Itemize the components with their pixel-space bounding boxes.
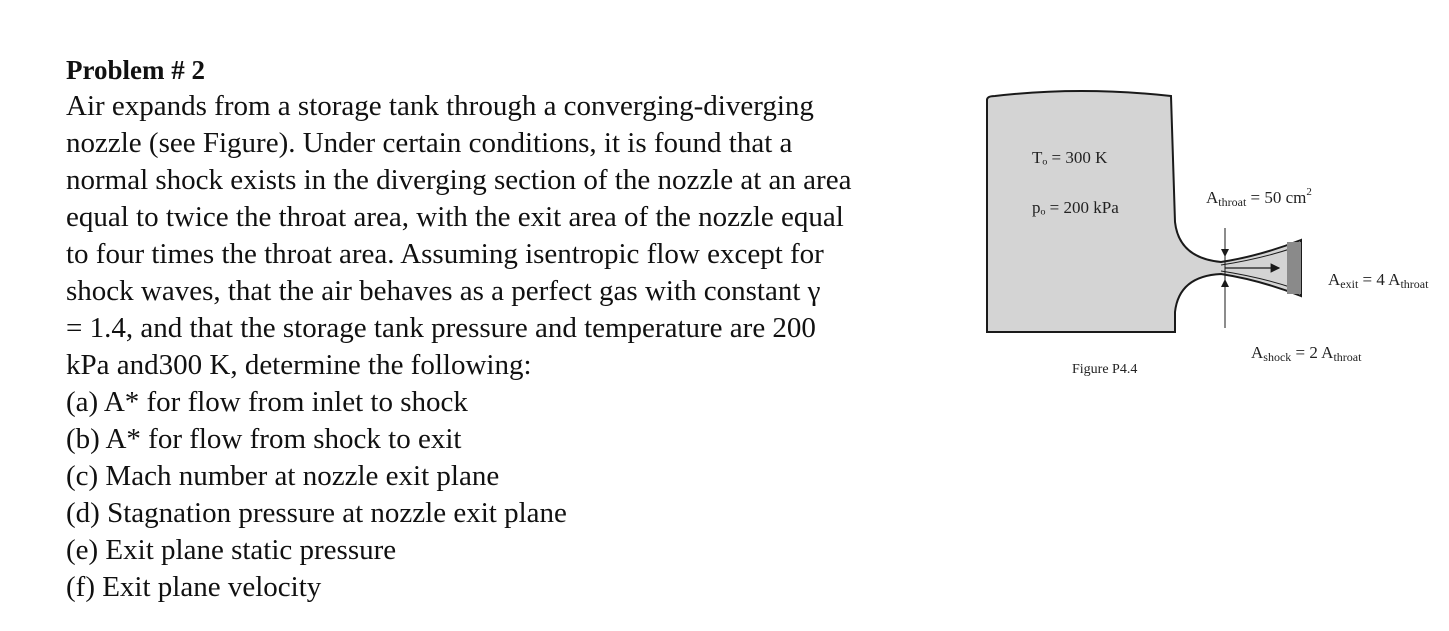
part-d: (d) Stagnation pressure at nozzle exit plane <box>66 497 567 529</box>
exit-area-label: Aexit = 4 Athroat <box>1328 270 1429 291</box>
tank-temperature-label: Tₒ = 300 K <box>1032 148 1108 167</box>
part-c: (c) Mach number at nozzle exit plane <box>66 460 500 492</box>
throat-area-label: Athroat = 50 $cm^2$ <box>1206 186 1312 209</box>
part-a: (a) A* for flow from inlet to shock <box>66 386 468 418</box>
problem-body: Air expands from a storage tank through a converging-diverging nozzle (see Figure). Under certain conditions, it is found that a normal shock exists in the diverging section of the nozzle at an area equal to twice the throat area, with the exit area of the nozzle equal to four times the throat area. Assuming isentropic flow except for shock waves, that the air behaves as a perfect gas with constant γ = 1.4, and that the storage tank pressure and temperature are 200 kPa and300 K, determine the following: <box>66 90 852 381</box>
part-e: (e) Exit plane static pressure <box>66 534 397 566</box>
nozzle-diagram <box>975 82 1449 382</box>
question-parts <box>66 384 966 606</box>
shock-area-label: Ashock = 2 Athroat <box>1251 343 1362 364</box>
exit-plane <box>1287 242 1301 294</box>
part-b: (b) A* for flow from shock to exit <box>66 423 462 455</box>
nozzle-figure <box>975 82 1449 382</box>
part-f: (f) Exit plane velocity <box>66 571 322 603</box>
problem-statement <box>66 52 966 606</box>
figure-caption: Figure P4.4 <box>1072 362 1138 377</box>
tank-pressure-label: pₒ = 200 kPa <box>1032 198 1119 217</box>
problem-title: Problem # 2 <box>66 55 205 85</box>
